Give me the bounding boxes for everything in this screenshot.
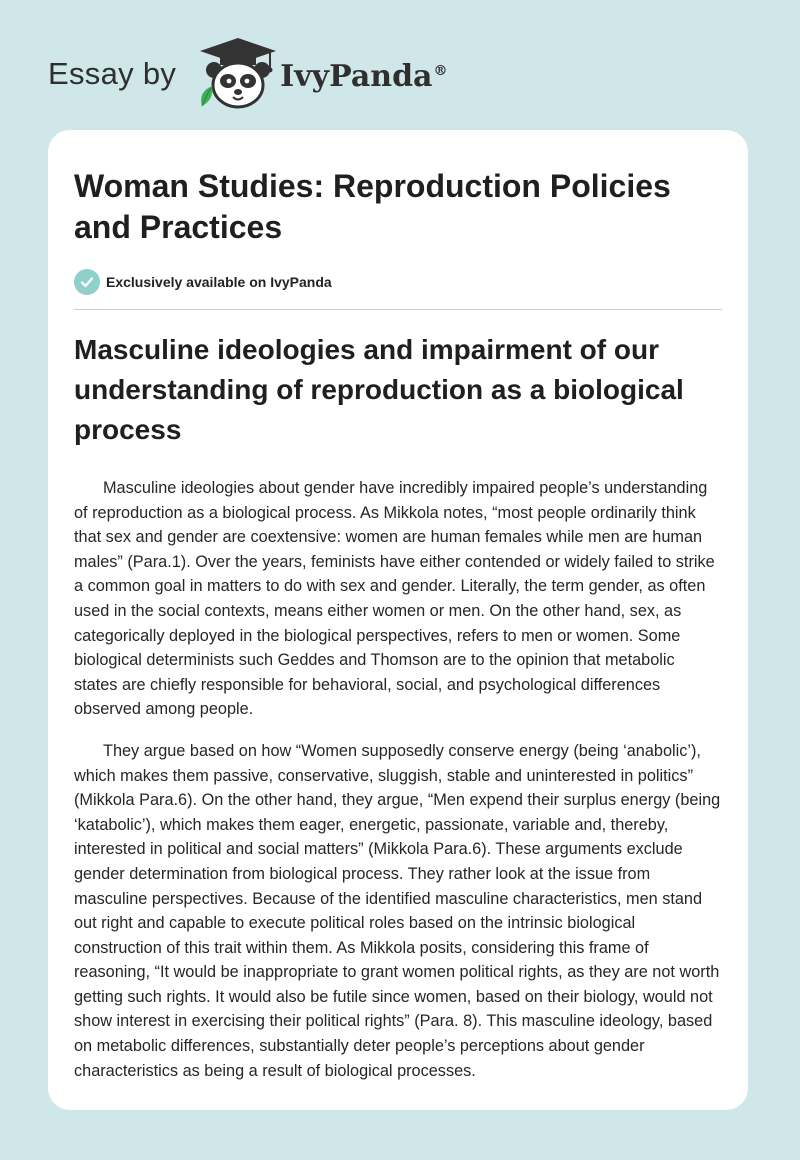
document-title: Woman Studies: Reproduction Policies and Practices bbox=[74, 168, 671, 245]
section-heading: Masculine ideologies and impairment of our understanding of reproduction as a biological process bbox=[74, 334, 684, 445]
exclusive-label: Exclusively available on IvyPanda bbox=[106, 274, 332, 290]
paragraph: Masculine ideologies about gender have incredibly impaired people’s understanding of reproduction as a biological process. As Mikkola notes, “most people ordinarily think that sex and gender are coextensive: women are human females while men are human males” (Para.1). Over the years, feminists have either contended or widely failed to strike a common goal in matters to do with sex and gender. Literally, the term gender, as often used in the social contexts, means either women or men. On the other hand, sex, as categorically deployed in the biological perspectives, refers to men or women. Some biological determinists such Geddes and Thomson are to the opinion that metabolic states are chiefly responsible for behavioral, social, and psychological differences observed among people. bbox=[74, 479, 715, 719]
exclusive-badge bbox=[74, 268, 722, 296]
check-icon bbox=[74, 269, 100, 295]
essay-card bbox=[48, 130, 748, 1110]
brand-prefix: Essay by bbox=[48, 56, 177, 91]
paragraph: They argue based on how “Women supposedly conserve energy (being ‘anabolic’), which makes them passive, conservative, sluggish, stable and uninterested in politics” (Mikkola Para.6). On the other hand, they argue, “Men expend their surplus energy (being ‘katabolic’), which makes them eager, energetic, passionate, variable and, thereby, interested in political and social matters” (Mikkola Para.6). These arguments exclude gender determination from biological process. They rather look at the issue from masculine perspectives. Because of the identified masculine characteristics, men stand out right and capable to execute political roles based on the intrinsic biological construction of this trait within them. As Mikkola posits, considering this frame of reasoning, “It would be inappropriate to grant women political rights, as they are not worth getting such rights. It would also be futile since women, based on their biology, would not show interest in exercising their political rights” (Para. 8). This masculine ideology, based on metabolic differences, substantially deter people’s perceptions about gender characteristics as being a result of biological processes. bbox=[74, 741, 721, 1080]
brand-name: IvyPanda® bbox=[280, 58, 448, 94]
site-brand[interactable] bbox=[48, 34, 448, 114]
panda-graduate-icon bbox=[192, 36, 276, 112]
registered-mark: ® bbox=[433, 62, 448, 79]
divider bbox=[74, 309, 722, 310]
